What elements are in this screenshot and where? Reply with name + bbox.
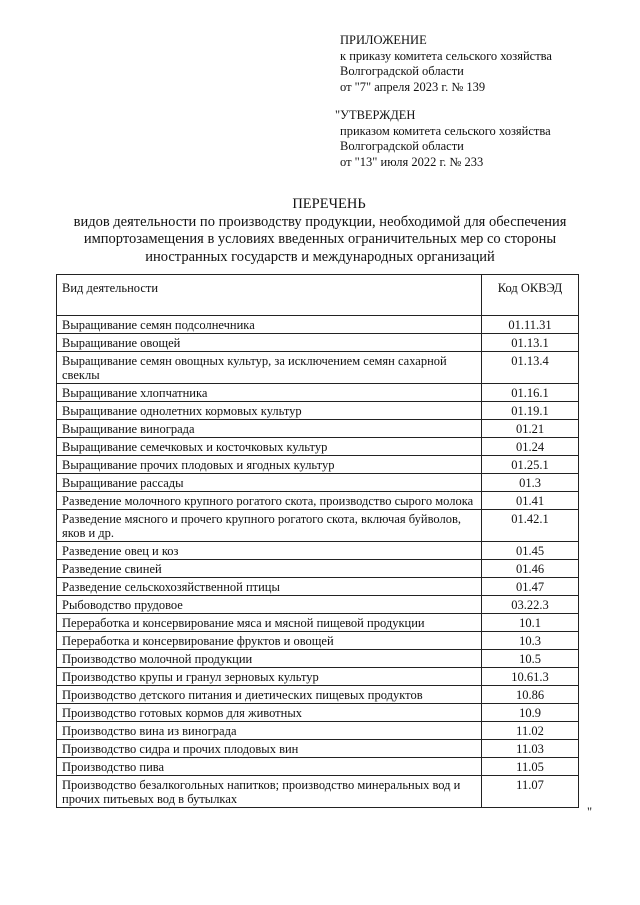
activity-cell: Выращивание семян овощных культур, за исключением семян сахарной свеклы [57, 352, 482, 384]
table-row [57, 776, 579, 808]
okved-code-cell: 01.46 [482, 560, 579, 578]
activity-cell: Производство детского питания и диетических пищевых продуктов [57, 686, 482, 704]
okved-code-cell: 03.22.3 [482, 596, 579, 614]
okved-code-cell: 01.13.1 [482, 334, 579, 352]
appendix-header [340, 33, 552, 95]
table-row [57, 316, 579, 334]
table-row [57, 632, 579, 650]
approved-date: от "13" июля 2022 г. № 233 [340, 154, 484, 169]
document-title [0, 196, 640, 266]
table-row [57, 492, 579, 510]
activity-cell: Переработка и консервирование фруктов и овощей [57, 632, 482, 650]
header-code: Код ОКВЭД [482, 275, 579, 316]
table-row [57, 704, 579, 722]
activity-cell: Производство готовых кормов для животных [57, 704, 482, 722]
okved-code-cell: 01.41 [482, 492, 579, 510]
table-row [57, 560, 579, 578]
activity-cell: Выращивание семян подсолнечника [57, 316, 482, 334]
table-row [57, 668, 579, 686]
table-row [57, 384, 579, 402]
table-row [57, 596, 579, 614]
okved-code-cell: 01.3 [482, 474, 579, 492]
activity-cell: Производство сидра и прочих плодовых вин [57, 740, 482, 758]
activity-cell: Разведение свиней [57, 560, 482, 578]
okved-code-cell: 01.42.1 [482, 510, 579, 542]
title-line: импортозамещения в условиях введенных ограничительных мер со стороны [83, 231, 557, 247]
okved-code-cell: 01.16.1 [482, 384, 579, 402]
table-row [57, 740, 579, 758]
approved-line: приказом комитета сельского хозяйства [340, 123, 551, 138]
table-row [57, 722, 579, 740]
activity-cell: Производство безалкогольных напитков; производство минеральных вод и прочих питьевых вод в бутылках [57, 776, 482, 808]
activity-cell: Выращивание овощей [57, 334, 482, 352]
table-row [57, 474, 579, 492]
okved-code-cell: 01.47 [482, 578, 579, 596]
activity-cell: Производство вина из винограда [57, 722, 482, 740]
appendix-line: к приказу комитета сельского хозяйства [340, 48, 552, 63]
activity-cell: Разведение мясного и прочего крупного рогатого скота, включая буйволов, яков и др. [57, 510, 482, 542]
approved-line: Волгоградской области [340, 139, 464, 154]
okved-code-cell: 10.5 [482, 650, 579, 668]
activity-cell: Переработка и консервирование мяса и мясной пищевой продукции [57, 614, 482, 632]
activity-cell: Выращивание винограда [57, 420, 482, 438]
activity-cell: Выращивание прочих плодовых и ягодных культур [57, 456, 482, 474]
okved-code-cell: 01.19.1 [482, 402, 579, 420]
table-row [57, 542, 579, 560]
activity-cell: Разведение сельскохозяйственной птицы [57, 578, 482, 596]
appendix-line: Волгоградской области [340, 64, 464, 79]
activity-cell: Производство крупы и гранул зерновых культур [57, 668, 482, 686]
title-heading: ПЕРЕЧЕНЬ [292, 196, 366, 212]
okved-code-cell: 10.3 [482, 632, 579, 650]
table-row [57, 686, 579, 704]
approved-header [335, 108, 551, 170]
okved-code-cell: 01.25.1 [482, 456, 579, 474]
okved-code-cell: 11.02 [482, 722, 579, 740]
table-row [57, 614, 579, 632]
activity-cell: Рыбоводство прудовое [57, 596, 482, 614]
header-activity: Вид деятельности [57, 275, 482, 316]
title-line: видов деятельности по производству продукции, необходимой для обеспечения [73, 213, 567, 230]
title-line: иностранных государств и международных организаций [145, 248, 495, 265]
table-row [57, 420, 579, 438]
table-row [57, 578, 579, 596]
activity-cell: Выращивание семечковых и косточковых культур [57, 438, 482, 456]
activity-cell: Разведение овец и коз [57, 542, 482, 560]
table-row [57, 352, 579, 384]
closing-quote: " [587, 805, 593, 819]
table-row [57, 510, 579, 542]
approved-title: "УТВЕРЖДЕН [335, 108, 416, 122]
okved-code-cell: 10.61.3 [482, 668, 579, 686]
table-row [57, 334, 579, 352]
activity-cell: Выращивание хлопчатника [57, 384, 482, 402]
okved-code-cell: 01.24 [482, 438, 579, 456]
okved-code-cell: 11.05 [482, 758, 579, 776]
okved-code-cell: 10.86 [482, 686, 579, 704]
table-row [57, 456, 579, 474]
activity-cell: Выращивание однолетних кормовых культур [57, 402, 482, 420]
okved-code-cell: 01.45 [482, 542, 579, 560]
table-row [57, 650, 579, 668]
activities-table [56, 274, 579, 808]
table-row [57, 402, 579, 420]
okved-code-cell: 01.21 [482, 420, 579, 438]
appendix-date: от "7" апреля 2023 г. № 139 [340, 79, 486, 94]
activity-cell: Разведение молочного крупного рогатого скота, производство сырого молока [57, 492, 482, 510]
table-header-row [57, 275, 579, 316]
okved-code-cell: 10.9 [482, 704, 579, 722]
okved-code-cell: 10.1 [482, 614, 579, 632]
appendix-title: ПРИЛОЖЕНИЕ [340, 33, 427, 47]
activity-cell: Производство молочной продукции [57, 650, 482, 668]
table-row [57, 758, 579, 776]
okved-code-cell: 01.13.4 [482, 352, 579, 384]
activity-cell: Выращивание рассады [57, 474, 482, 492]
okved-code-cell: 11.07 [482, 776, 579, 808]
activity-cell: Производство пива [57, 758, 482, 776]
okved-code-cell: 01.11.31 [482, 316, 579, 334]
table-row [57, 438, 579, 456]
okved-code-cell: 11.03 [482, 740, 579, 758]
